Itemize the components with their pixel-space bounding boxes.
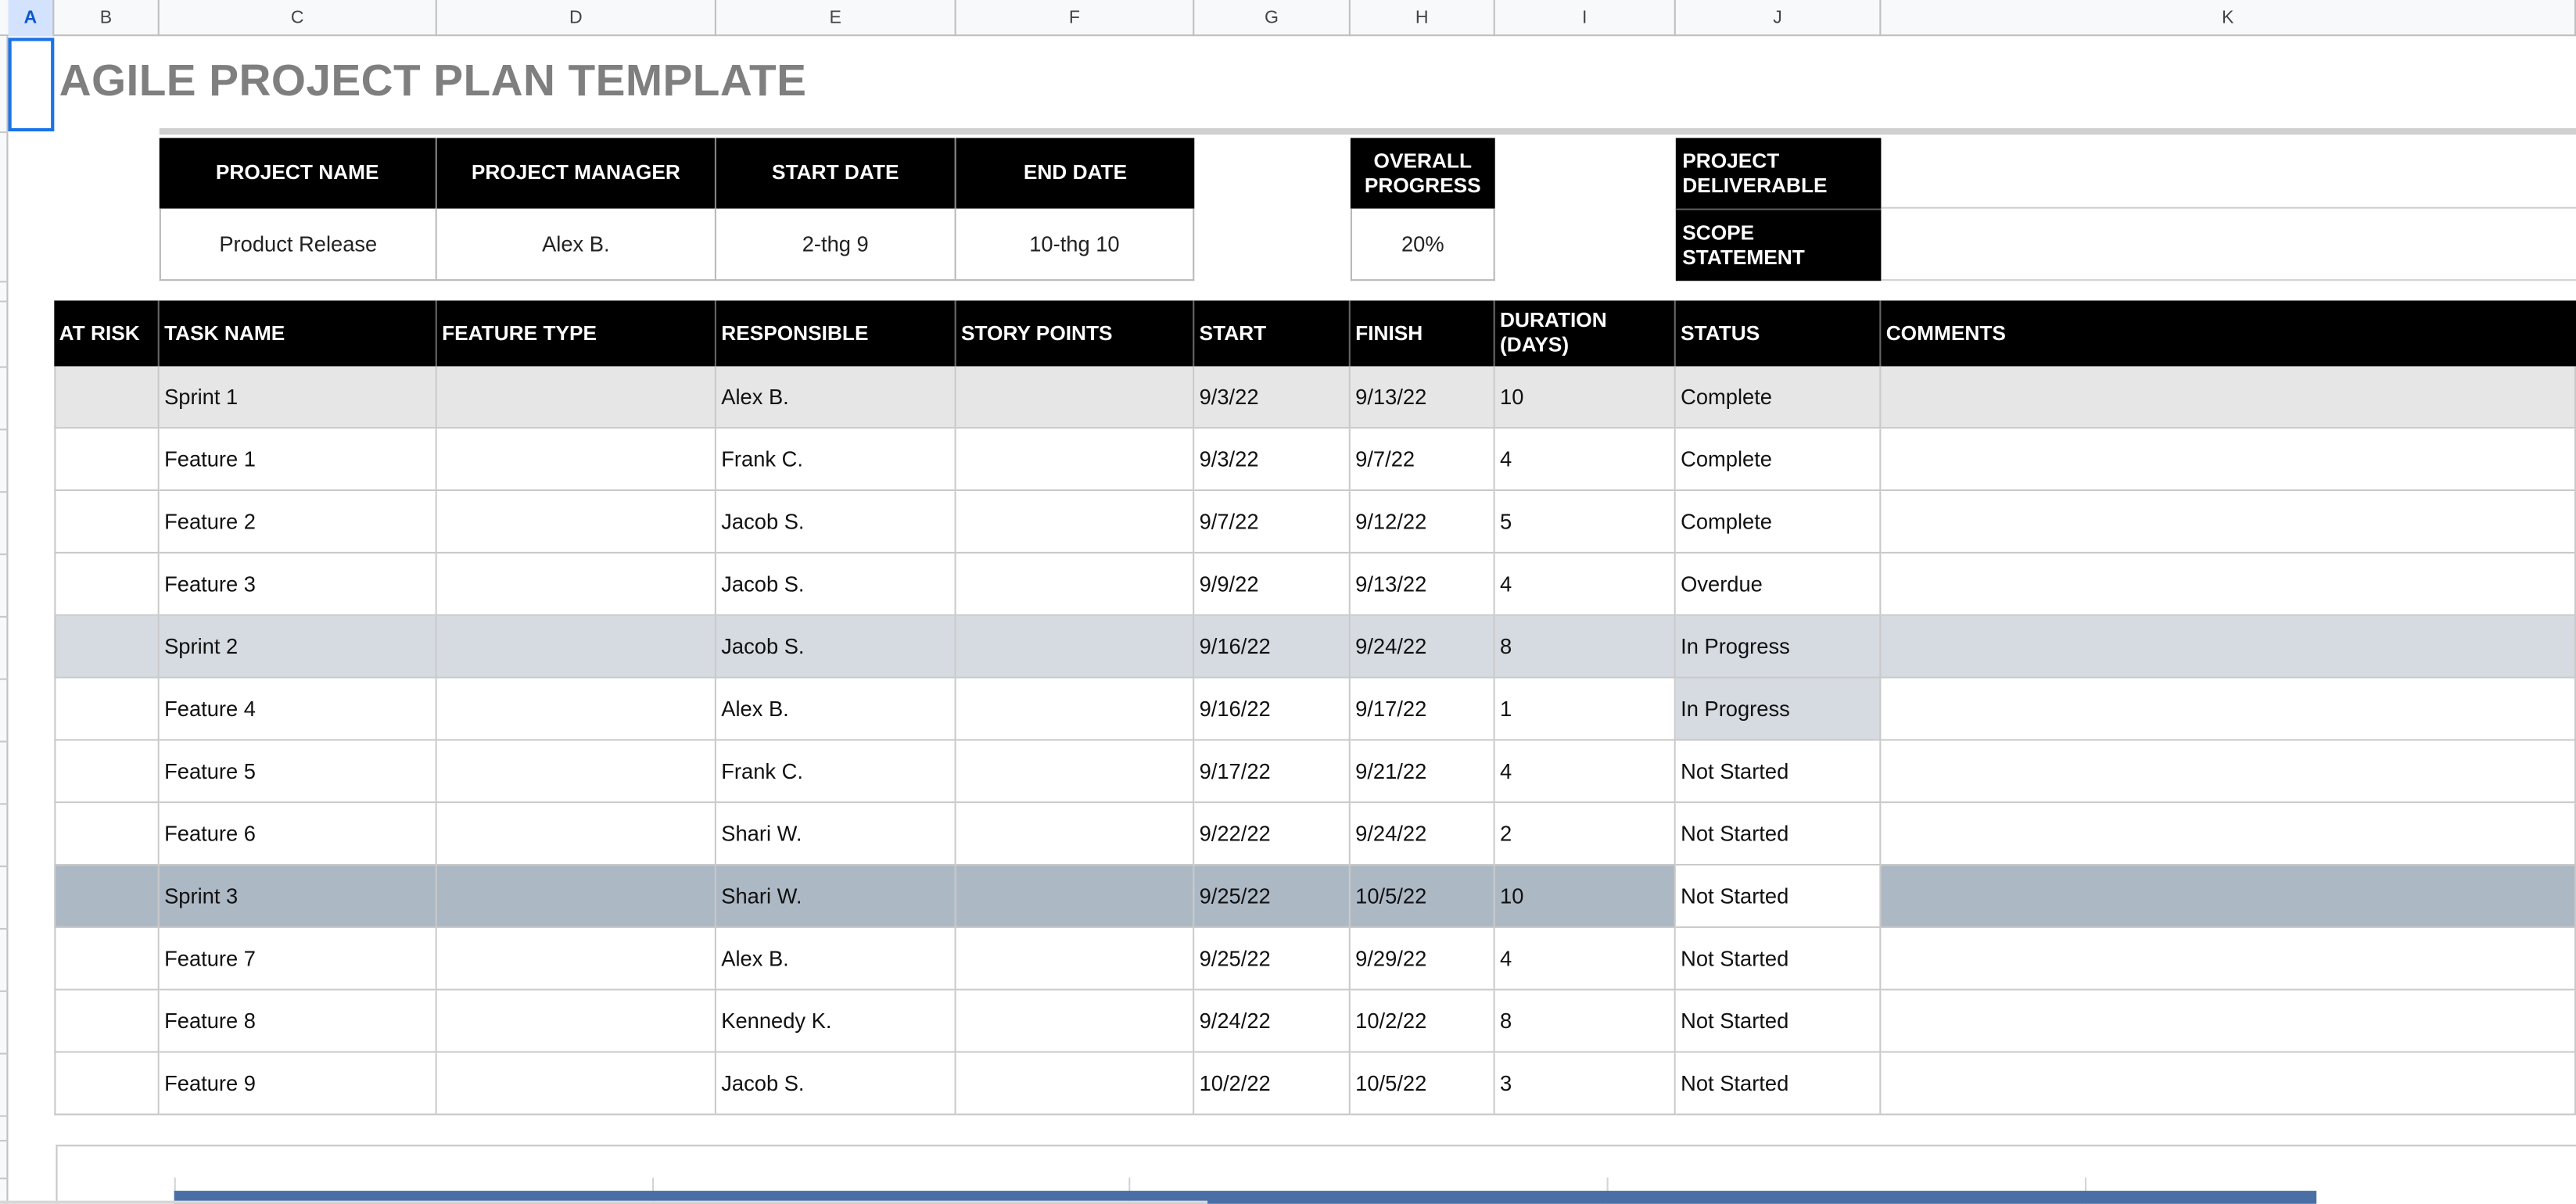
horizontal-scrollbar[interactable] (0, 1201, 1207, 1204)
row-header-divider (0, 1177, 9, 1179)
overall-progress-header: OVERALL PROGRESS (1351, 138, 1495, 208)
cell-at-risk[interactable] (54, 554, 159, 616)
cell-start[interactable]: 10/2/22 (1194, 1053, 1351, 1116)
header-at-risk: AT RISK (54, 300, 159, 366)
cell-feature-type[interactable] (437, 865, 716, 928)
cell-task-name[interactable]: Feature 1 (160, 428, 437, 491)
cell-task-name[interactable]: Sprint 1 (160, 366, 437, 428)
cell-comments[interactable] (1881, 554, 2576, 616)
cell-responsible[interactable]: Jacob S. (716, 491, 956, 554)
header-responsible: RESPONSIBLE (716, 300, 956, 366)
cell-story-points[interactable] (956, 554, 1195, 616)
cell-duration[interactable]: 8 (1495, 616, 1676, 679)
cell-start[interactable]: 9/7/22 (1194, 491, 1351, 554)
cell-duration[interactable]: 1 (1495, 679, 1676, 741)
cell-start[interactable]: 9/16/22 (1194, 679, 1351, 741)
column-header-k[interactable]: K (1881, 0, 2576, 36)
cell-status[interactable]: Not Started (1676, 865, 1882, 928)
cell-start[interactable]: 9/16/22 (1194, 616, 1351, 679)
header-status: STATUS (1676, 300, 1882, 366)
cell-responsible[interactable]: Shari W. (716, 865, 956, 928)
header-comments: COMMENTS (1881, 300, 2576, 366)
header-feature-type: FEATURE TYPE (437, 300, 716, 366)
column-header-bar (0, 0, 2576, 36)
row-header-bar (0, 36, 9, 1204)
scope-statement-label: SCOPE STATEMENT (1676, 209, 1882, 281)
cell-finish[interactable]: 9/13/22 (1351, 554, 1495, 616)
cell-story-points[interactable] (956, 1053, 1195, 1116)
title-divider (160, 128, 2576, 134)
cell-finish[interactable]: 9/24/22 (1351, 616, 1495, 679)
row-header-divider (0, 991, 9, 992)
cell-start[interactable]: 9/22/22 (1194, 803, 1351, 865)
cell-feature-type[interactable] (437, 679, 716, 741)
cell-start[interactable]: 9/9/22 (1194, 554, 1351, 616)
cell-responsible[interactable]: Alex B. (716, 679, 956, 741)
cell-feature-type[interactable] (437, 928, 716, 991)
cell-feature-type[interactable] (437, 428, 716, 491)
row-header-divider (0, 1053, 9, 1055)
cell-task-name[interactable]: Feature 9 (160, 1053, 437, 1116)
cell-status[interactable]: Complete (1676, 366, 1882, 428)
cell-task-name[interactable]: Sprint 2 (160, 616, 437, 679)
row-header-divider (0, 865, 9, 867)
project-deliverable-value[interactable] (1881, 138, 2576, 208)
header-duration: DURATION (DAYS) (1495, 300, 1676, 366)
cell-responsible[interactable]: Frank C. (716, 740, 956, 803)
cell-at-risk[interactable] (54, 428, 159, 491)
cell-at-risk[interactable] (54, 803, 159, 865)
cell-comments[interactable] (1881, 491, 2576, 554)
row-header-divider (0, 616, 9, 618)
cell-comments[interactable] (1881, 740, 2576, 803)
cell-task-name[interactable]: Feature 8 (160, 991, 437, 1053)
header-story-points: STORY POINTS (956, 300, 1195, 366)
cell-story-points[interactable] (956, 366, 1195, 428)
cell-finish[interactable]: 9/21/22 (1351, 740, 1495, 803)
cell-duration[interactable]: 4 (1495, 428, 1676, 491)
cell-status[interactable]: Not Started (1676, 740, 1882, 803)
cell-task-name[interactable]: Sprint 3 (160, 865, 437, 928)
cell-finish[interactable]: 10/2/22 (1351, 991, 1495, 1053)
row-header-divider (0, 679, 9, 680)
end-date-value[interactable]: 10-thg 10 (956, 209, 1195, 281)
cell-responsible[interactable]: Kennedy K. (716, 991, 956, 1053)
selected-cell-A1[interactable] (9, 38, 55, 131)
cell-status[interactable]: Not Started (1676, 803, 1882, 865)
cell-story-points[interactable] (956, 803, 1195, 865)
cell-status[interactable]: Complete (1676, 491, 1882, 554)
cell-feature-type[interactable] (437, 366, 716, 428)
cell-start[interactable]: 9/25/22 (1194, 928, 1351, 991)
scope-statement-value[interactable] (1881, 209, 2576, 281)
cell-responsible[interactable]: Alex B. (716, 928, 956, 991)
cell-at-risk[interactable] (54, 865, 159, 928)
cell-comments[interactable] (1881, 1053, 2576, 1116)
cell-status[interactable]: Complete (1676, 428, 1882, 491)
row-header-divider (0, 428, 9, 430)
cell-responsible[interactable]: Jacob S. (716, 554, 956, 616)
cell-comments[interactable] (1881, 366, 2576, 428)
cell-feature-type[interactable] (437, 1053, 716, 1116)
cell-feature-type[interactable] (437, 803, 716, 865)
cell-feature-type[interactable] (437, 616, 716, 679)
cell-finish[interactable]: 9/13/22 (1351, 366, 1495, 428)
cell-at-risk[interactable] (54, 928, 159, 991)
cell-task-name[interactable]: Feature 2 (160, 491, 437, 554)
cell-duration[interactable]: 4 (1495, 554, 1676, 616)
project-manager-value[interactable]: Alex B. (437, 209, 716, 281)
cell-task-name[interactable]: Feature 4 (160, 679, 437, 741)
cell-finish[interactable]: 9/12/22 (1351, 491, 1495, 554)
cell-comments[interactable] (1881, 803, 2576, 865)
cell-comments[interactable] (1881, 428, 2576, 491)
column-header-e[interactable]: E (716, 0, 956, 36)
page-title: AGILE PROJECT PLAN TEMPLATE (59, 56, 807, 106)
column-header-c[interactable]: C (160, 0, 437, 36)
row-header-divider (0, 740, 9, 742)
row-header-divider (0, 928, 9, 930)
column-header-h[interactable]: H (1351, 0, 1495, 36)
overall-progress-value[interactable]: 20% (1351, 209, 1495, 281)
cell-status[interactable]: Not Started (1676, 928, 1882, 991)
column-header-a[interactable]: A (9, 0, 55, 36)
cell-finish[interactable]: 10/5/22 (1351, 865, 1495, 928)
cell-at-risk[interactable] (54, 366, 159, 428)
column-header-b[interactable]: B (54, 0, 159, 36)
cell-task-name[interactable]: Feature 6 (160, 803, 437, 865)
header-task-name: TASK NAME (160, 300, 437, 366)
cell-responsible[interactable]: Jacob S. (716, 1053, 956, 1116)
start-date-value[interactable]: 2-thg 9 (716, 209, 956, 281)
cell-at-risk[interactable] (54, 991, 159, 1053)
cell-comments[interactable] (1881, 865, 2576, 928)
cell-task-name[interactable]: Feature 7 (160, 928, 437, 991)
project-name-header: PROJECT NAME (160, 138, 437, 208)
cell-duration[interactable]: 4 (1495, 740, 1676, 803)
cell-duration[interactable]: 2 (1495, 803, 1676, 865)
cell-feature-type[interactable] (437, 740, 716, 803)
row-header-divider (0, 300, 9, 302)
header-start: START (1194, 300, 1351, 366)
cell-start[interactable]: 9/3/22 (1194, 366, 1351, 428)
cell-duration[interactable]: 10 (1495, 366, 1676, 428)
row-header-divider (0, 1115, 9, 1116)
cell-status[interactable]: Not Started (1676, 991, 1882, 1053)
cell-at-risk[interactable] (54, 1053, 159, 1116)
column-header-i[interactable]: I (1495, 0, 1676, 36)
cell-responsible[interactable]: Frank C. (716, 428, 956, 491)
cell-feature-type[interactable] (437, 491, 716, 554)
cell-start[interactable]: 9/3/22 (1194, 428, 1351, 491)
project-manager-header: PROJECT MANAGER (437, 138, 716, 208)
cell-story-points[interactable] (956, 491, 1195, 554)
cell-at-risk[interactable] (54, 616, 159, 679)
row-header-divider (0, 554, 9, 555)
end-date-header: END DATE (956, 138, 1195, 208)
header-finish: FINISH (1351, 300, 1495, 366)
row-header-divider (0, 803, 9, 804)
cell-status[interactable]: In Progress (1676, 679, 1882, 741)
cell-responsible[interactable]: Alex B. (716, 366, 956, 428)
cell-duration[interactable]: 3 (1495, 1053, 1676, 1116)
cell-task-name[interactable]: Feature 5 (160, 740, 437, 803)
cell-start[interactable]: 9/24/22 (1194, 991, 1351, 1053)
cell-at-risk[interactable] (54, 679, 159, 741)
cell-story-points[interactable] (956, 865, 1195, 928)
start-date-header: START DATE (716, 138, 956, 208)
cell-start[interactable]: 9/17/22 (1194, 740, 1351, 803)
project-deliverable-label: PROJECT DELIVERABLE (1676, 138, 1882, 208)
cell-finish[interactable]: 9/24/22 (1351, 803, 1495, 865)
column-header-f[interactable]: F (956, 0, 1195, 36)
cell-status[interactable]: Not Started (1676, 1053, 1882, 1116)
cell-task-name[interactable]: Feature 3 (160, 554, 437, 616)
cell-feature-type[interactable] (437, 554, 716, 616)
column-header-g[interactable]: G (1194, 0, 1351, 36)
cell-story-points[interactable] (956, 991, 1195, 1053)
cell-finish[interactable]: 9/17/22 (1351, 679, 1495, 741)
cell-at-risk[interactable] (54, 491, 159, 554)
cell-comments[interactable] (1881, 679, 2576, 741)
row-header-divider (0, 1140, 9, 1141)
row-header-divider (0, 366, 9, 367)
cell-comments[interactable] (1881, 991, 2576, 1053)
cell-finish[interactable]: 9/29/22 (1351, 928, 1495, 991)
column-header-d[interactable]: D (437, 0, 716, 36)
cell-finish[interactable]: 10/5/22 (1351, 1053, 1495, 1116)
column-header-j[interactable]: J (1676, 0, 1882, 36)
cell-comments[interactable] (1881, 928, 2576, 991)
cell-duration[interactable]: 10 (1495, 865, 1676, 928)
cell-start[interactable]: 9/25/22 (1194, 865, 1351, 928)
row-header-divider (0, 491, 9, 493)
cell-story-points[interactable] (956, 428, 1195, 491)
cell-feature-type[interactable] (437, 991, 716, 1053)
cell-at-risk[interactable] (54, 740, 159, 803)
cell-duration[interactable]: 8 (1495, 991, 1676, 1053)
cell-responsible[interactable]: Jacob S. (716, 616, 956, 679)
cell-duration[interactable]: 5 (1495, 491, 1676, 554)
cell-finish[interactable]: 9/7/22 (1351, 428, 1495, 491)
cell-duration[interactable]: 4 (1495, 928, 1676, 991)
row-header-divider (0, 131, 9, 133)
cell-story-points[interactable] (956, 679, 1195, 741)
cell-status[interactable]: Overdue (1676, 554, 1882, 616)
cell-story-points[interactable] (956, 616, 1195, 679)
cell-story-points[interactable] (956, 740, 1195, 803)
row-header-divider (0, 281, 9, 282)
project-name-value[interactable]: Product Release (160, 209, 437, 281)
cell-status[interactable]: In Progress (1676, 616, 1882, 679)
cell-story-points[interactable] (956, 928, 1195, 991)
cell-responsible[interactable]: Shari W. (716, 803, 956, 865)
cell-comments[interactable] (1881, 616, 2576, 679)
